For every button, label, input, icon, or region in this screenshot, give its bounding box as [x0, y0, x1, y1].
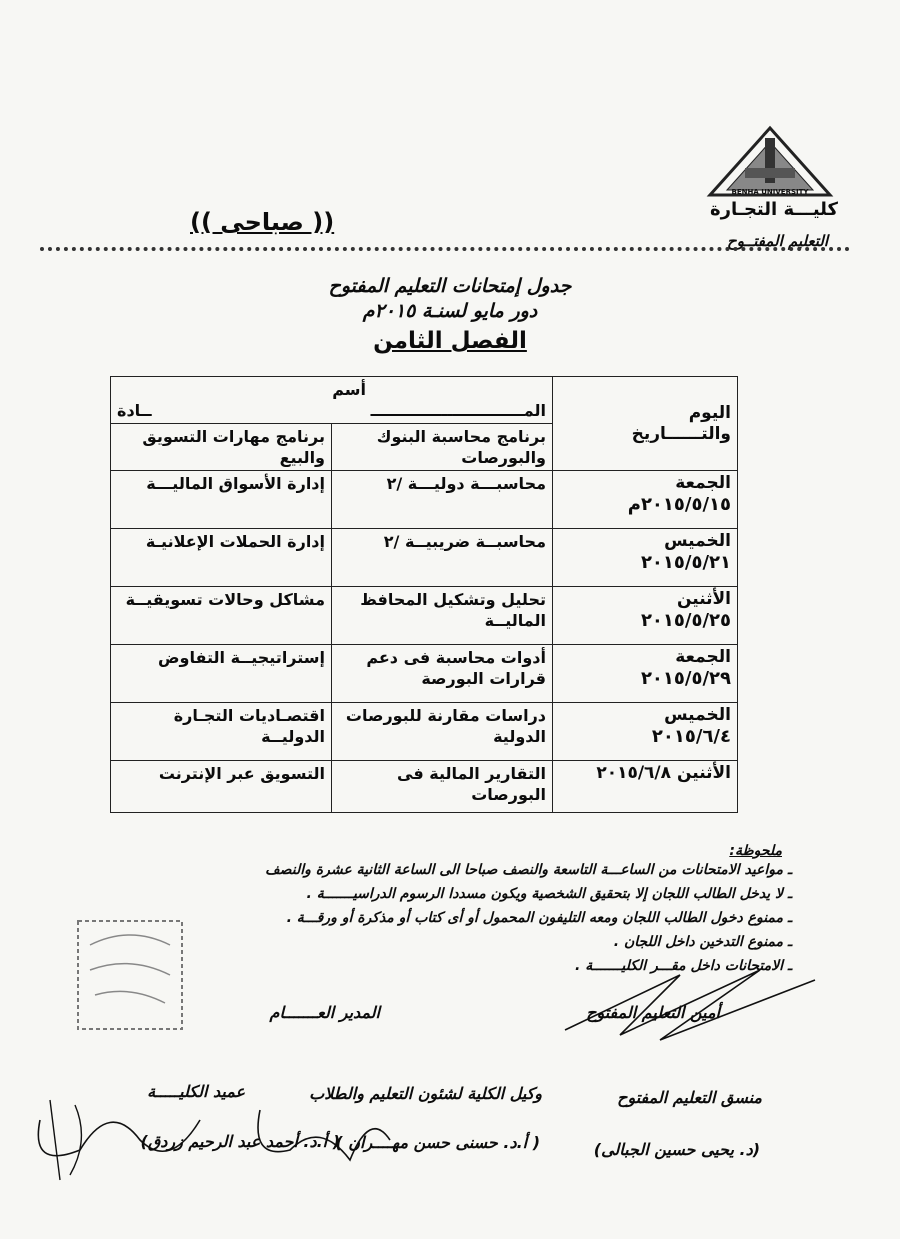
exam-date: ٢٠١٥/٥/٢١ [640, 552, 731, 573]
header-day-label: اليوم [688, 402, 731, 423]
header-subject [111, 377, 553, 424]
shift-label: (( صباحى )) [190, 208, 335, 236]
header-date-label: والتــــــاريخ [631, 423, 731, 444]
program-name: التعليم المفتــوح [727, 232, 828, 250]
exam-date: ٢٠١٥/٥/١٥م [627, 494, 731, 515]
vice-dean-name: ( أ.د. حسنى حسن مهــــران ) [335, 1133, 540, 1152]
exam-day: الأثنين [676, 589, 731, 609]
header-day-date [553, 377, 738, 471]
marketing-subject: إدارة الحملات الإعلانيـة [111, 529, 332, 587]
dean-name: ( أ.د. أحمد عبد الرحيم زردق) [140, 1132, 340, 1151]
table-row [111, 529, 738, 587]
session-title: دور مايو لسنـة ٢٠١٥م [362, 300, 538, 322]
exam-day-cell [553, 645, 738, 703]
note-item: ـ ممنوع التدخين داخل اللجان . [613, 934, 792, 950]
dean-title: عميد الكليـــــة [147, 1082, 245, 1101]
table-row [111, 761, 738, 813]
marketing-subject: إستراتيجيــة التفاوض [111, 645, 332, 703]
exam-day: الجمعة [675, 647, 731, 667]
coordinator-name: (د. يحيى حسين الجبالى) [593, 1140, 760, 1159]
exam-day: الخميس [664, 705, 731, 725]
program-banks-header: برنامج محاسبة البنوك والبورصات [332, 424, 553, 471]
exam-day-cell [553, 703, 738, 761]
note-item: ـ الامتحانات داخل مقـــر الكليـــــــة . [575, 958, 792, 974]
logo-text: BENHA UNIVERSITY [731, 188, 809, 196]
banks-subject: محاسبــة ضريبيــة /٢ [332, 529, 553, 587]
coordinator-title: منسق التعليم المفتوح [617, 1088, 762, 1107]
table-row [111, 587, 738, 645]
marketing-subject: اقتصـاديات التجـارة الدوليــة [111, 703, 332, 761]
vice-dean-title: وكيل الكلية لشئون التعليم والطلاب [309, 1084, 542, 1103]
note-item: ـ مواعيد الامتحانات من الساعـــة التاسعة والنصف صباحا الى الساعة الثانية عشرة والنصف [265, 862, 792, 878]
banks-subject: أدوات محاسبة فى دعم قرارات البورصة [332, 645, 553, 703]
secretary-title: أمين التعليم المفتوح [586, 1003, 720, 1022]
semester-title-text: الفصل الثامن [373, 328, 527, 354]
exam-date: ٢٠١٥/٥/٢٩ [640, 668, 731, 689]
banks-subject: محاسبـــة دوليـــة /٢ [332, 471, 553, 529]
banks-subject: التقارير المالية فى البورصات [332, 761, 553, 813]
header-subject-line2 [117, 400, 546, 421]
exam-day-cell [553, 471, 738, 529]
faculty-name: كليـــة التجـارة [710, 199, 838, 220]
exam-day-cell [553, 761, 738, 813]
header-subject-line1: أسم [332, 380, 366, 399]
general-manager-title: المدير العـــــــام [269, 1003, 380, 1022]
exam-day: الخميس [664, 531, 731, 551]
exam-date: ٢٠١٥/٦/٨ [596, 763, 672, 783]
note-item: ـ ممنوع دخول الطالب اللجان ومعه التليفون المحمول أو أى كتاب أو مذكرة أو ورقـــة . [286, 910, 792, 926]
exam-day: الجمعة [675, 473, 731, 493]
exam-date: ٢٠١٥/٦/٤ [651, 726, 731, 747]
university-logo [705, 120, 835, 200]
header-divider [40, 247, 850, 251]
banks-subject: تحليل وتشكيل المحافظ الماليــة [332, 587, 553, 645]
exam-schedule-table [110, 376, 738, 813]
exam-date: ٢٠١٥/٥/٢٥ [640, 610, 731, 631]
marketing-subject: إدارة الأسواق الماليـــة [111, 471, 332, 529]
notes-title: ملحوظة: [729, 843, 782, 859]
table-row [111, 703, 738, 761]
table-row [111, 645, 738, 703]
table-header-row [111, 377, 738, 424]
semester-title [0, 328, 900, 354]
header-subject-part-b: ــادة [117, 401, 152, 420]
exam-day: الأثنين [676, 763, 731, 783]
marketing-subject: التسويق عبر الإنترنت [111, 761, 332, 813]
schedule-title: جدول إمتحانات التعليم المفتوح [328, 275, 572, 297]
header-subject-part-a: المــــــــــــــــــــــــــــ [370, 401, 546, 420]
program-marketing-header: برنامج مهارات التسويق والبيع [111, 424, 332, 471]
note-item: ـ لا يدخل الطالب اللجان إلا بتحقيق الشخصية ويكون مسددا الرسوم الدراسيـــــــة . [306, 886, 792, 902]
exam-day-cell [553, 529, 738, 587]
exam-day-cell [553, 587, 738, 645]
banks-subject: دراسات مقارنة للبورصات الدولية [332, 703, 553, 761]
official-stamp [70, 915, 190, 1035]
marketing-subject: مشاكل وحالات تسويقيــة [111, 587, 332, 645]
table-row [111, 471, 738, 529]
